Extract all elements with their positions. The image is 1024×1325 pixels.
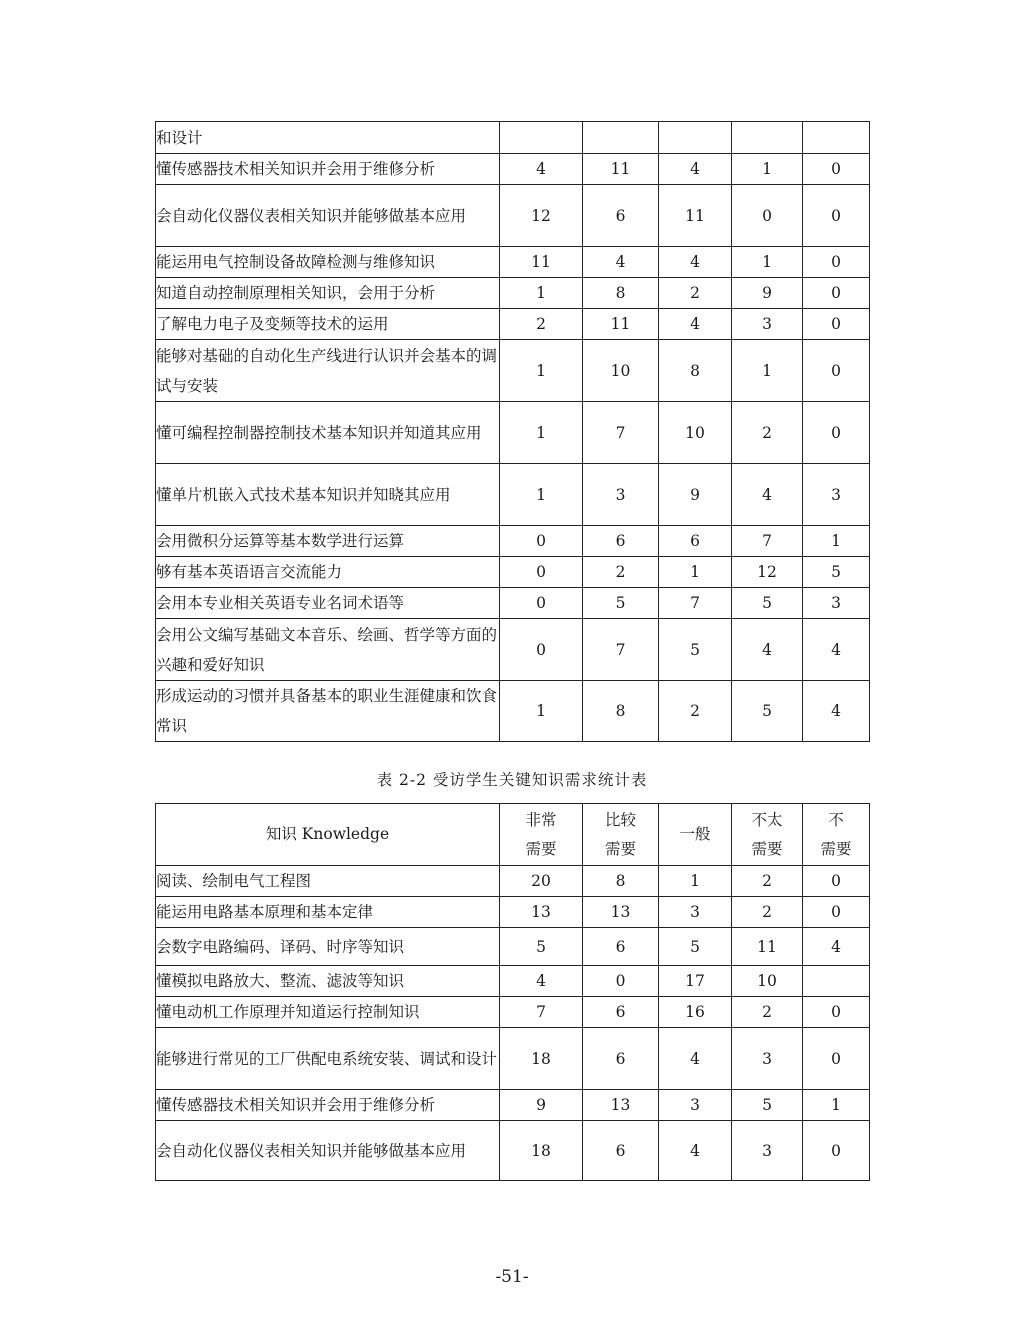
value-cell: 1 — [500, 402, 583, 464]
page-number: -51- — [495, 1267, 529, 1287]
knowledge-cell: 阅读、绘制电气工程图 — [156, 866, 500, 897]
value-cell: 6 — [583, 1121, 659, 1181]
value-cell: 8 — [583, 278, 659, 309]
knowledge-cell: 形成运动的习惯并具备基本的职业生涯健康和饮食常识 — [156, 681, 500, 742]
knowledge-cell: 能运用电路基本原理和基本定律 — [156, 897, 500, 928]
value-cell: 4 — [500, 154, 583, 185]
value-cell: 4 — [803, 681, 870, 742]
value-cell: 5 — [500, 928, 583, 966]
value-cell: 1 — [803, 526, 870, 557]
value-cell: 0 — [803, 402, 870, 464]
header-line: 不 — [828, 810, 844, 829]
value-cell: 2 — [500, 309, 583, 340]
value-cell: 5 — [803, 557, 870, 588]
knowledge-cell: 懂传感器技术相关知识并会用于维修分析 — [156, 1090, 500, 1121]
value-cell: 5 — [732, 681, 803, 742]
value-cell: 2 — [583, 557, 659, 588]
value-cell: 0 — [803, 866, 870, 897]
table-caption: 表 2-2 受访学生关键知识需求统计表 — [376, 771, 648, 789]
table-row — [156, 340, 870, 402]
table-row — [156, 681, 870, 742]
value-cell: 10 — [583, 340, 659, 402]
value-cell: 7 — [732, 526, 803, 557]
value-cell: 1 — [659, 866, 732, 897]
value-cell: 6 — [583, 928, 659, 966]
knowledge-cell: 能够进行常见的工厂供配电系统安装、调试和设计 — [156, 1028, 500, 1090]
knowledge-cell: 和设计 — [156, 122, 500, 154]
value-cell: 8 — [583, 866, 659, 897]
value-cell: 5 — [732, 588, 803, 619]
value-cell: 6 — [659, 526, 732, 557]
value-cell: 2 — [659, 278, 732, 309]
value-cell: 8 — [659, 340, 732, 402]
value-cell: 0 — [803, 278, 870, 309]
table-row — [156, 154, 870, 185]
value-cell: 0 — [803, 247, 870, 278]
header-line: 需要 — [820, 839, 852, 858]
knowledge-cell: 懂传感器技术相关知识并会用于维修分析 — [156, 154, 500, 185]
value-cell: 4 — [583, 247, 659, 278]
value-cell: 1 — [803, 1090, 870, 1121]
knowledge-cell: 能够对基础的自动化生产线进行认识并会基本的调试与安装 — [156, 340, 500, 402]
value-cell: 0 — [500, 557, 583, 588]
table-row — [156, 464, 870, 526]
table-row — [156, 278, 870, 309]
value-cell: 2 — [659, 681, 732, 742]
table-row — [156, 1121, 870, 1181]
knowledge-cell: 懂可编程控制器控制技术基本知识并知道其应用 — [156, 402, 500, 464]
value-cell: 0 — [583, 966, 659, 997]
value-cell: 18 — [500, 1121, 583, 1181]
value-cell: 4 — [659, 154, 732, 185]
value-cell: 12 — [500, 185, 583, 247]
value-cell: 5 — [583, 588, 659, 619]
table-row — [156, 402, 870, 464]
value-cell: 4 — [732, 464, 803, 526]
value-cell: 7 — [583, 619, 659, 681]
header-not-needed — [803, 804, 870, 866]
value-cell: 3 — [803, 464, 870, 526]
value-cell: 4 — [659, 309, 732, 340]
value-cell: 4 — [500, 966, 583, 997]
value-cell: 6 — [583, 185, 659, 247]
value-cell: 13 — [583, 1090, 659, 1121]
value-cell: 12 — [732, 557, 803, 588]
header-line: 比较 — [604, 810, 636, 829]
knowledge-cell: 够有基本英语语言交流能力 — [156, 557, 500, 588]
value-cell: 4 — [732, 619, 803, 681]
value-cell — [500, 122, 583, 154]
value-cell: 8 — [583, 681, 659, 742]
knowledge-cell: 懂单片机嵌入式技术基本知识并知晓其应用 — [156, 464, 500, 526]
value-cell: 2 — [732, 402, 803, 464]
value-cell: 7 — [659, 588, 732, 619]
table-row — [156, 526, 870, 557]
value-cell: 0 — [500, 588, 583, 619]
header-fairly-needed — [583, 804, 659, 866]
value-cell: 9 — [659, 464, 732, 526]
value-cell: 9 — [732, 278, 803, 309]
header-line: 不太 — [751, 810, 783, 829]
value-cell: 7 — [500, 997, 583, 1028]
value-cell: 1 — [732, 247, 803, 278]
table-student-knowledge-needs — [155, 803, 870, 1181]
table-row — [156, 588, 870, 619]
value-cell: 1 — [500, 464, 583, 526]
value-cell: 1 — [732, 154, 803, 185]
value-cell: 0 — [803, 997, 870, 1028]
table-row — [156, 619, 870, 681]
value-cell: 5 — [659, 928, 732, 966]
value-cell: 4 — [659, 247, 732, 278]
table-knowledge-continued — [155, 121, 870, 742]
table-row — [156, 557, 870, 588]
value-cell: 0 — [803, 309, 870, 340]
value-cell: 0 — [803, 1121, 870, 1181]
value-cell — [659, 122, 732, 154]
value-cell: 17 — [659, 966, 732, 997]
value-cell — [803, 122, 870, 154]
value-cell — [583, 122, 659, 154]
value-cell: 10 — [659, 402, 732, 464]
table-row — [156, 1090, 870, 1121]
value-cell: 3 — [732, 1121, 803, 1181]
value-cell: 1 — [500, 681, 583, 742]
value-cell: 5 — [659, 619, 732, 681]
value-cell: 0 — [803, 185, 870, 247]
knowledge-cell: 知道自动控制原理相关知识，会用于分析 — [156, 278, 500, 309]
table-row — [156, 185, 870, 247]
value-cell: 1 — [732, 340, 803, 402]
knowledge-cell: 懂电动机工作原理并知道运行控制知识 — [156, 997, 500, 1028]
value-cell: 3 — [732, 309, 803, 340]
knowledge-cell: 会用本专业相关英语专业名词术语等 — [156, 588, 500, 619]
knowledge-cell: 会数字电路编码、译码、时序等知识 — [156, 928, 500, 966]
value-cell: 13 — [583, 897, 659, 928]
table-row — [156, 966, 870, 997]
value-cell: 1 — [659, 557, 732, 588]
header-very-needed — [500, 804, 583, 866]
value-cell: 6 — [583, 997, 659, 1028]
value-cell: 0 — [803, 897, 870, 928]
value-cell: 4 — [659, 1028, 732, 1090]
table-row — [156, 897, 870, 928]
table-row — [156, 866, 870, 897]
header-not-very-needed — [732, 804, 803, 866]
value-cell — [732, 122, 803, 154]
value-cell: 4 — [659, 1121, 732, 1181]
value-cell: 11 — [659, 185, 732, 247]
value-cell: 18 — [500, 1028, 583, 1090]
value-cell: 13 — [500, 897, 583, 928]
header-line: 需要 — [751, 839, 783, 858]
value-cell: 10 — [732, 966, 803, 997]
value-cell: 3 — [659, 1090, 732, 1121]
value-cell: 11 — [500, 247, 583, 278]
table-row — [156, 247, 870, 278]
table-header-row — [156, 804, 870, 866]
knowledge-cell: 懂模拟电路放大、整流、滤波等知识 — [156, 966, 500, 997]
header-average: 一般 — [659, 804, 732, 866]
value-cell: 11 — [583, 309, 659, 340]
knowledge-cell: 会自动化仪器仪表相关知识并能够做基本应用 — [156, 185, 500, 247]
value-cell: 4 — [803, 619, 870, 681]
value-cell: 0 — [803, 154, 870, 185]
table-row — [156, 122, 870, 154]
header-knowledge: 知识 Knowledge — [156, 804, 500, 866]
table-row — [156, 928, 870, 966]
value-cell: 0 — [500, 619, 583, 681]
value-cell: 6 — [583, 526, 659, 557]
table-row — [156, 1028, 870, 1090]
knowledge-cell: 会用公文编写基础文本音乐、绘画、哲学等方面的兴趣和爱好知识 — [156, 619, 500, 681]
knowledge-cell: 能运用电气控制设备故障检测与维修知识 — [156, 247, 500, 278]
value-cell: 3 — [659, 897, 732, 928]
header-line: 非常 — [525, 810, 557, 829]
knowledge-cell: 了解电力电子及变频等技术的运用 — [156, 309, 500, 340]
value-cell: 1 — [500, 278, 583, 309]
value-cell: 3 — [583, 464, 659, 526]
value-cell: 4 — [803, 928, 870, 966]
value-cell: 11 — [583, 154, 659, 185]
value-cell: 2 — [732, 866, 803, 897]
value-cell: 2 — [732, 897, 803, 928]
value-cell: 3 — [803, 588, 870, 619]
value-cell: 11 — [732, 928, 803, 966]
value-cell: 20 — [500, 866, 583, 897]
value-cell: 0 — [732, 185, 803, 247]
value-cell — [803, 966, 870, 997]
value-cell: 6 — [583, 1028, 659, 1090]
value-cell: 2 — [732, 997, 803, 1028]
value-cell: 16 — [659, 997, 732, 1028]
value-cell: 0 — [803, 340, 870, 402]
value-cell: 9 — [500, 1090, 583, 1121]
table-row — [156, 997, 870, 1028]
knowledge-cell: 会自动化仪器仪表相关知识并能够做基本应用 — [156, 1121, 500, 1181]
value-cell: 1 — [500, 340, 583, 402]
value-cell: 7 — [583, 402, 659, 464]
table-row — [156, 309, 870, 340]
knowledge-cell: 会用微积分运算等基本数学进行运算 — [156, 526, 500, 557]
header-line: 需要 — [604, 839, 636, 858]
value-cell: 3 — [732, 1028, 803, 1090]
value-cell: 5 — [732, 1090, 803, 1121]
header-line: 需要 — [525, 839, 557, 858]
value-cell: 0 — [803, 1028, 870, 1090]
value-cell: 0 — [500, 526, 583, 557]
